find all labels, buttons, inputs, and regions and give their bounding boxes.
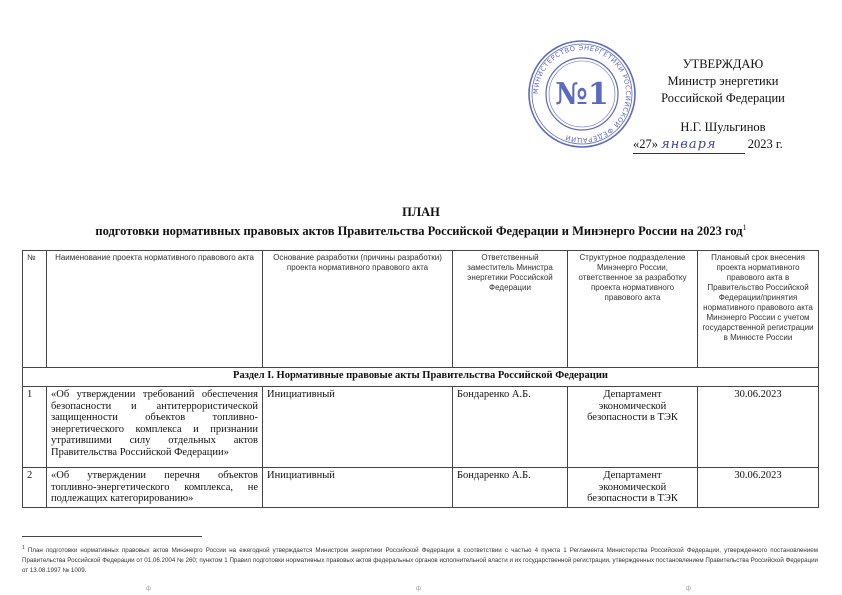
row-deputy: Бондаренко А.Б. xyxy=(453,468,568,508)
official-seal-icon xyxy=(526,38,638,150)
header-deputy: Ответственный заместитель Министра энергетики Российской Федерации xyxy=(453,251,568,368)
seal-ring-text: МИНИСТЕРСТВО ЭНЕРГЕТИКИ РОССИЙСКОЙ ФЕДЕРАЦИИ xyxy=(531,43,633,145)
table-header-row xyxy=(23,251,819,368)
plan-table xyxy=(22,250,819,508)
footnote xyxy=(22,543,818,576)
header-number: № xyxy=(23,251,47,368)
section-title: Раздел I. Нормативные правовые акты Правительства Российской Федерации xyxy=(23,368,819,387)
position-line-1: Министр энергетики xyxy=(667,74,779,88)
scan-mark: ф xyxy=(686,586,691,592)
row-department: Департамент экономической безопасности в ТЭК xyxy=(568,387,698,468)
header-basis: Основание разработки (причины разработки) проекта нормативного правового акта xyxy=(263,251,453,368)
footnote-text: План подготовки нормативных правовых актов Минэнерго России на ежегодной утверждается Министром энергетики Российской Федерации в соответствии с частью 4 пункта 1 Регламента Министерства Российской Федерации, утвержденного постановлением Правительства Российской Федерации от 01.06.2004 № 260; пунктом 1 Правил подготовки нормативных правовых актов федеральных органов исполнительной власти и их государственной регистрации, утвержденных постановлением Правительства Российской Федерации от 13.08.1997 № 1009. xyxy=(22,547,818,575)
row-deputy: Бондаренко А.Б. xyxy=(453,387,568,468)
signatory-name: Н.Г. Шульгинов xyxy=(680,120,766,134)
row-number: 2 xyxy=(23,468,47,508)
scan-mark: ф xyxy=(416,586,421,592)
date-year: 2023 г. xyxy=(747,137,783,151)
row-number: 1 xyxy=(23,387,47,468)
title-line-2: подготовки нормативных правовых актов Правительства Российской Федерации и Минэнерго России на 2023 год xyxy=(95,224,743,239)
title-footnote-ref: 1 xyxy=(742,223,747,232)
header-act-name: Наименование проекта нормативного правового акта xyxy=(47,251,263,368)
approval-block xyxy=(628,56,818,154)
row-basis: Инициативный xyxy=(263,468,453,508)
table-row xyxy=(23,387,819,468)
seal-number: №1 xyxy=(555,77,609,112)
document-title xyxy=(0,204,842,239)
footnote-ref: 1 xyxy=(22,545,25,551)
scan-mark: ф xyxy=(146,586,151,592)
header-department: Структурное подразделение Минэнерго России, ответственное за разработку проекта нормативного правового акта xyxy=(568,251,698,368)
title-line-1: ПЛАН xyxy=(402,205,440,219)
row-deadline: 30.06.2023 xyxy=(698,387,819,468)
approval-date xyxy=(628,136,818,154)
row-department: Департамент экономической безопасности в ТЭК xyxy=(568,468,698,508)
date-month: января xyxy=(661,137,717,152)
row-act-name: «Об утверждении перечня объектов топливно-энергетического комплекса, не подлежащих категорированию» xyxy=(47,468,263,508)
row-deadline: 30.06.2023 xyxy=(698,468,819,508)
date-day: «27» xyxy=(633,137,658,151)
table-row xyxy=(23,468,819,508)
approve-word: УТВЕРЖДАЮ xyxy=(682,57,764,71)
row-act-name: «Об утверждении требований обеспечения безопасности и антитеррористической защищенности объектов топливно-энергетического комплекса и признании утратившими силу отдельных актов Правительства Российской Федерации» xyxy=(47,387,263,468)
header-deadline: Плановый срок внесения проекта нормативного правового акта в Правительство Российской Федерации/принятия нормативного правового акта Минэнерго России с учетом государственной регистрации в Минюсте России xyxy=(698,251,819,368)
section-row xyxy=(23,368,819,387)
row-basis: Инициативный xyxy=(263,387,453,468)
footnote-divider xyxy=(22,536,202,537)
position-line-2: Российской Федерации xyxy=(661,91,785,105)
